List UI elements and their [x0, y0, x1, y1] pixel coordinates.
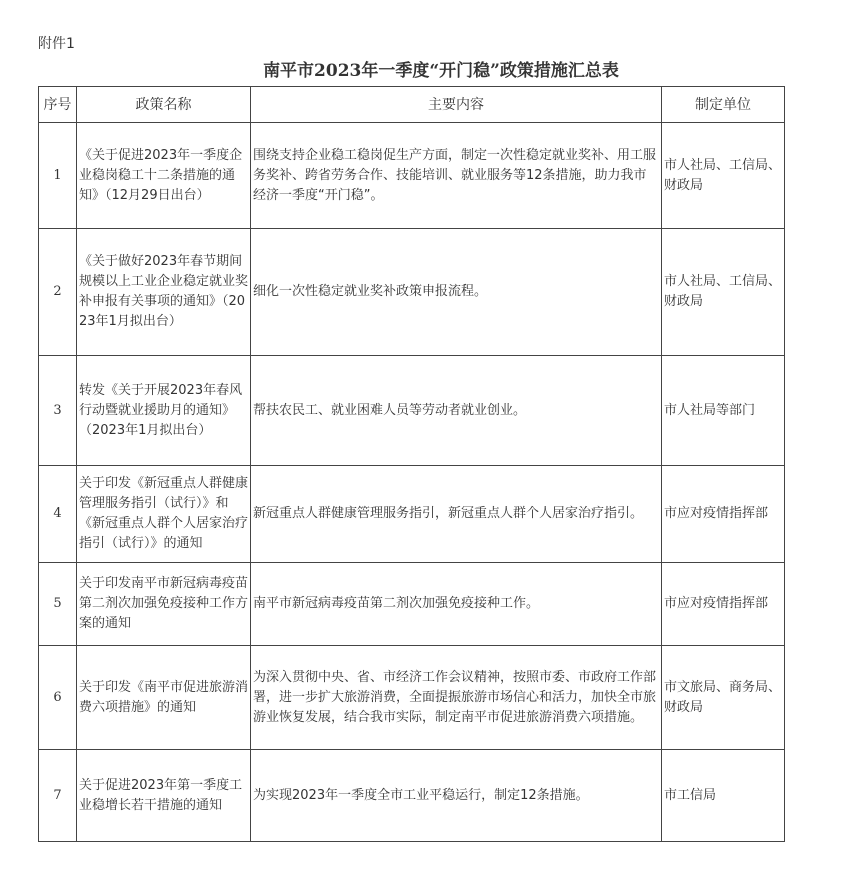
header-policy-name: 政策名称 [77, 87, 251, 123]
policy-name: 关于印发《新冠重点人群健康管理服务指引（试行）》和《新冠重点人群个人居家治疗指引（试行）》的通知 [77, 466, 251, 563]
table-row [39, 750, 785, 842]
table-header-row [39, 87, 785, 123]
issuing-unit: 市人社局、工信局、财政局 [662, 123, 785, 229]
policy-content: 为深入贯彻中央、省、市经济工作会议精神，按照市委、市政府工作部署，进一步扩大旅游消费，全面提振旅游市场信心和活力，加快全市旅游业恢复发展，结合我市实际，制定南平市促进旅游消费六项措施。 [251, 646, 662, 750]
table-row [39, 229, 785, 356]
policy-table [38, 86, 785, 842]
header-main-content: 主要内容 [251, 87, 662, 123]
issuing-unit: 市文旅局、商务局、财政局 [662, 646, 785, 750]
issuing-unit: 市应对疫情指挥部 [662, 466, 785, 563]
table-row [39, 356, 785, 466]
policy-content: 围绕支持企业稳工稳岗促生产方面，制定一次性稳定就业奖补、用工服务奖补、跨省劳务合作、技能培训、就业服务等12条措施，助力我市经济一季度“开门稳”。 [251, 123, 662, 229]
policy-name: 关于印发《南平市促进旅游消费六项措施》的通知 [77, 646, 251, 750]
row-index: 7 [39, 750, 77, 842]
policy-name: 《关于做好2023年春节期间规模以上工业企业稳定就业奖补申报有关事项的通知》（2023年1月拟出台） [77, 229, 251, 356]
row-index: 4 [39, 466, 77, 563]
row-index: 2 [39, 229, 77, 356]
table-row [39, 646, 785, 750]
attachment-label: 附件1 [38, 36, 75, 52]
table-row [39, 123, 785, 229]
issuing-unit: 市人社局、工信局、财政局 [662, 229, 785, 356]
issuing-unit: 市应对疫情指挥部 [662, 563, 785, 646]
table-row [39, 466, 785, 563]
policy-content: 南平市新冠病毒疫苗第二剂次加强免疫接种工作。 [251, 563, 662, 646]
policy-content: 新冠重点人群健康管理服务指引，新冠重点人群个人居家治疗指引。 [251, 466, 662, 563]
policy-name: 关于促进2023年第一季度工业稳增长若干措施的通知 [77, 750, 251, 842]
policy-name: 关于印发南平市新冠病毒疫苗第二剂次加强免疫接种工作方案的通知 [77, 563, 251, 646]
issuing-unit: 市人社局等部门 [662, 356, 785, 466]
table-row [39, 563, 785, 646]
row-index: 6 [39, 646, 77, 750]
policy-name: 《关于促进2023年一季度企业稳岗稳工十二条措施的通知》（12月29日出台） [77, 123, 251, 229]
policy-content: 帮扶农民工、就业困难人员等劳动者就业创业。 [251, 356, 662, 466]
row-index: 3 [39, 356, 77, 466]
policy-content: 细化一次性稳定就业奖补政策申报流程。 [251, 229, 662, 356]
issuing-unit: 市工信局 [662, 750, 785, 842]
policy-content: 为实现2023年一季度全市工业平稳运行，制定12条措施。 [251, 750, 662, 842]
policy-name: 转发《关于开展2023年春风行动暨就业援助月的通知》（2023年1月拟出台） [77, 356, 251, 466]
document-title: 南平市2023年一季度“开门稳”政策措施汇总表 [263, 61, 619, 81]
row-index: 1 [39, 123, 77, 229]
row-index: 5 [39, 563, 77, 646]
header-issuing-unit: 制定单位 [662, 87, 785, 123]
header-index: 序号 [39, 87, 77, 123]
